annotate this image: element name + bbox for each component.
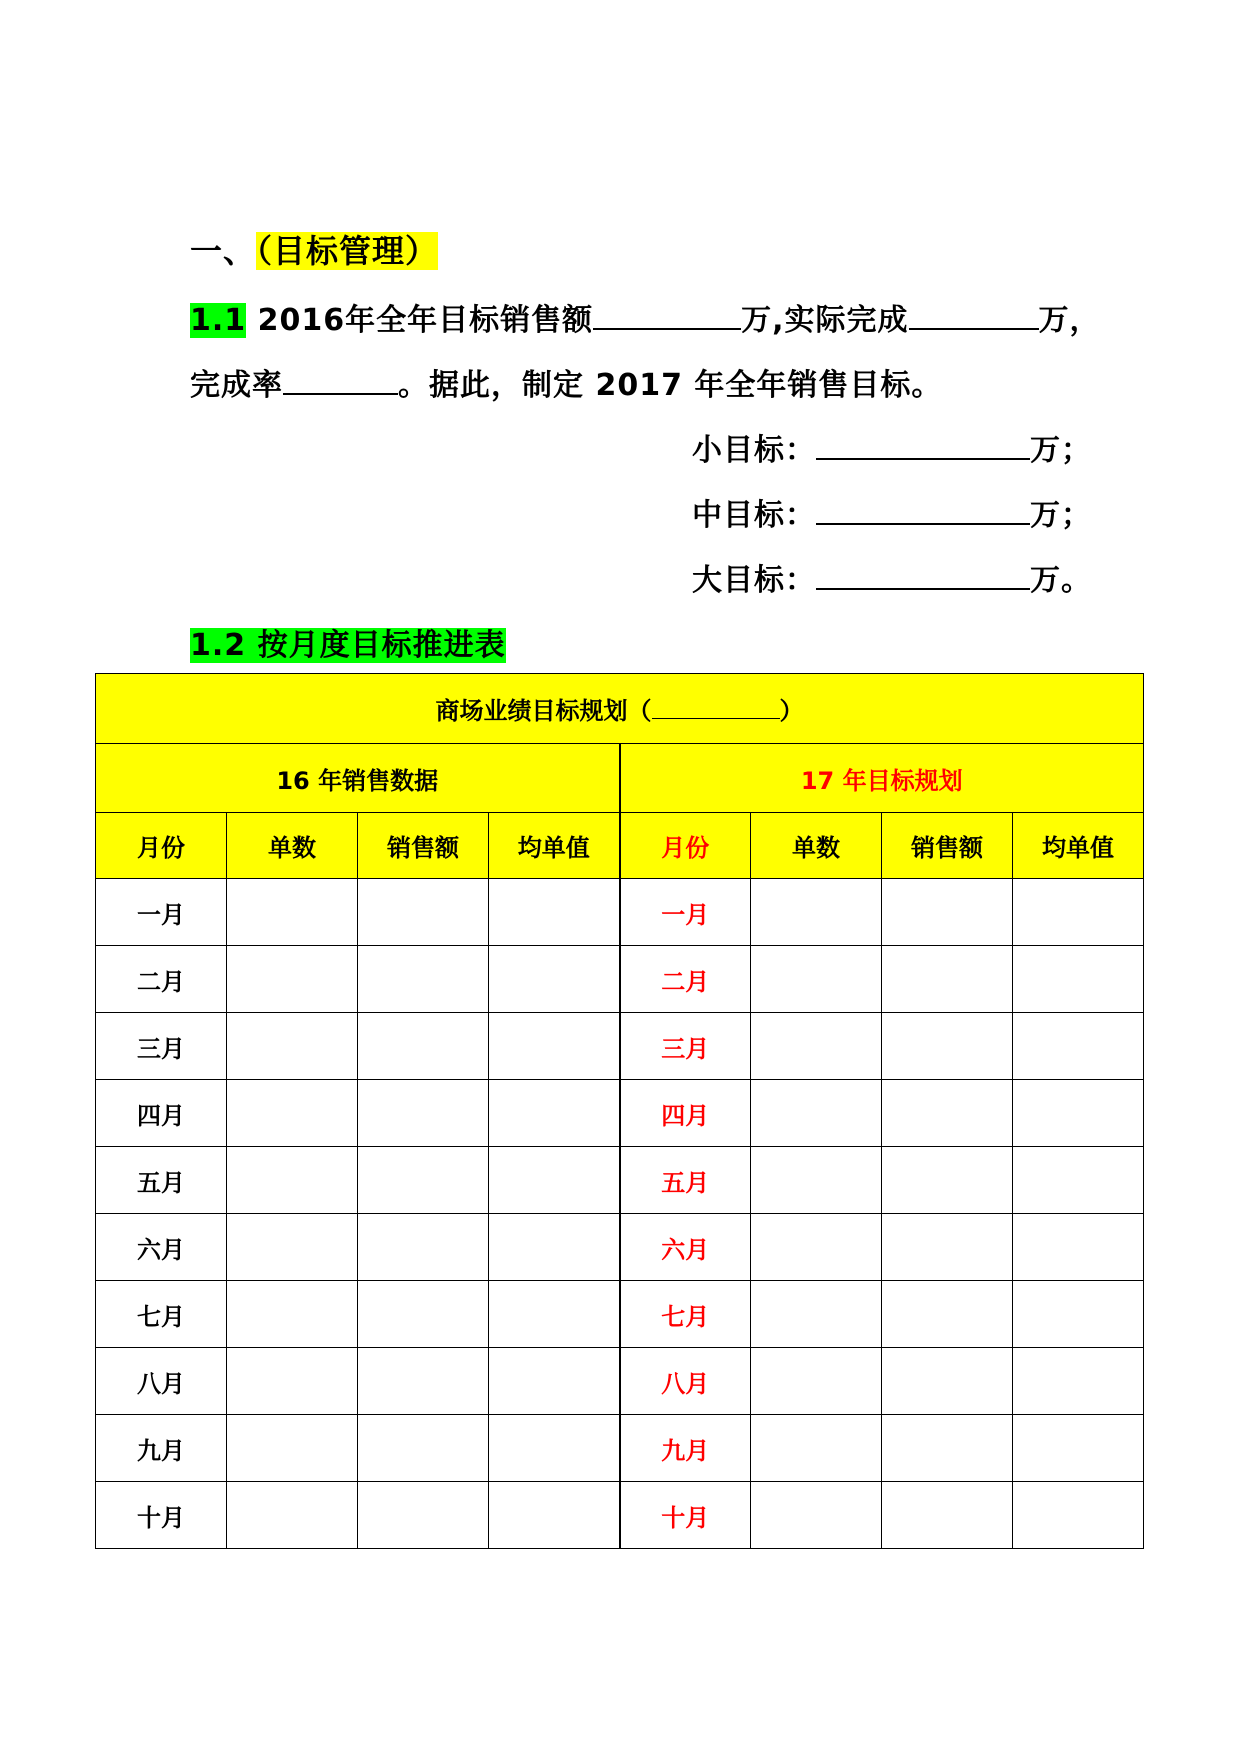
table-cell[interactable] <box>489 1348 620 1415</box>
table-cell[interactable] <box>227 1147 358 1214</box>
month-cell: 四月 <box>96 1080 227 1147</box>
table-cell[interactable] <box>227 1415 358 1482</box>
month-cell-2017: 六月 <box>620 1214 751 1281</box>
table-cell[interactable] <box>751 946 882 1013</box>
table-cell[interactable] <box>751 1281 882 1348</box>
table-cell[interactable] <box>489 1080 620 1147</box>
store-name-blank[interactable] <box>652 694 780 719</box>
table-cell[interactable] <box>882 1080 1013 1147</box>
table-cell[interactable] <box>358 1281 489 1348</box>
table-cell[interactable] <box>489 1147 620 1214</box>
table-row <box>96 1281 1144 1348</box>
goal-small-blank[interactable] <box>816 432 1030 460</box>
month-cell-2017: 二月 <box>620 946 751 1013</box>
column-header-avg: 均单值 <box>489 813 620 879</box>
goal-large <box>692 555 1092 599</box>
table-cell[interactable] <box>358 1482 489 1549</box>
table-cell[interactable] <box>489 1013 620 1080</box>
month-cell: 二月 <box>96 946 227 1013</box>
column-header-avg: 均单值 <box>1013 813 1144 879</box>
table-cell[interactable] <box>358 1214 489 1281</box>
table-cell[interactable] <box>227 1080 358 1147</box>
table-cell[interactable] <box>882 1147 1013 1214</box>
month-cell: 六月 <box>96 1214 227 1281</box>
month-cell-2017: 八月 <box>620 1348 751 1415</box>
table-row <box>96 1482 1144 1549</box>
goal-medium <box>692 490 1092 534</box>
section-1-2-label: 1.2 按月度目标推进表 <box>190 628 506 663</box>
month-cell-2017: 四月 <box>620 1080 751 1147</box>
actual-complete-text: 万,实际完成 <box>741 303 909 338</box>
column-header-month: 月份 <box>96 813 227 879</box>
table-cell[interactable] <box>751 1080 882 1147</box>
table-cell[interactable] <box>751 1415 882 1482</box>
month-cell-2017: 一月 <box>620 879 751 946</box>
table-cell[interactable] <box>489 1214 620 1281</box>
goal-large-blank[interactable] <box>816 562 1030 590</box>
table-cell[interactable] <box>1013 1147 1144 1214</box>
table-cell[interactable] <box>489 1415 620 1482</box>
table-cell[interactable] <box>1013 1281 1144 1348</box>
table-cell[interactable] <box>751 1013 882 1080</box>
table-cell[interactable] <box>227 1214 358 1281</box>
month-cell: 三月 <box>96 1013 227 1080</box>
table-cell[interactable] <box>882 1415 1013 1482</box>
target-sales-blank[interactable] <box>593 302 741 330</box>
table-row <box>96 946 1144 1013</box>
table-row <box>96 1214 1144 1281</box>
table-row <box>96 879 1144 946</box>
table-row <box>96 1080 1144 1147</box>
goal-label: 中目标： <box>692 498 816 533</box>
completion-rate-label: 完成率 <box>190 368 283 403</box>
table-cell[interactable] <box>882 946 1013 1013</box>
sales-summary-line-1 <box>190 295 1101 339</box>
month-cell: 一月 <box>96 879 227 946</box>
table-row <box>96 1415 1144 1482</box>
table-row <box>96 1348 1144 1415</box>
month-cell: 五月 <box>96 1147 227 1214</box>
unit-text: 万， <box>1038 303 1101 338</box>
section-1-2-title <box>190 620 506 664</box>
goal-label: 大目标： <box>692 563 816 598</box>
goal-label: 小目标： <box>692 433 816 468</box>
group-header-2016: 16 年销售数据 <box>96 744 620 813</box>
table-row <box>96 1147 1144 1214</box>
table-cell[interactable] <box>227 879 358 946</box>
table-cell[interactable] <box>489 1281 620 1348</box>
table-cell[interactable] <box>489 946 620 1013</box>
column-header-sales: 销售额 <box>882 813 1013 879</box>
table-cell[interactable] <box>227 946 358 1013</box>
heading-prefix: 一、 <box>190 232 257 270</box>
table-cell[interactable] <box>882 1214 1013 1281</box>
column-header-orders: 单数 <box>751 813 882 879</box>
heading-label: （目标管理） <box>256 232 439 270</box>
monthly-target-table <box>95 673 1144 1549</box>
table-title-text: 商场业绩目标规划（ <box>435 697 652 725</box>
column-header-orders: 单数 <box>227 813 358 879</box>
table-cell[interactable] <box>1013 1348 1144 1415</box>
section-number-1-1: 1.1 <box>190 303 247 338</box>
month-cell: 七月 <box>96 1281 227 1348</box>
table-cell[interactable] <box>358 1080 489 1147</box>
actual-complete-blank[interactable] <box>909 302 1039 330</box>
table-cell[interactable] <box>1013 1013 1144 1080</box>
table-cell[interactable] <box>751 1348 882 1415</box>
table-cell[interactable] <box>1013 1080 1144 1147</box>
month-cell: 九月 <box>96 1415 227 1482</box>
table-cell[interactable] <box>489 1482 620 1549</box>
table-cell[interactable] <box>882 1281 1013 1348</box>
table-cell[interactable] <box>1013 879 1144 946</box>
table-cell[interactable] <box>751 1147 882 1214</box>
table-cell[interactable] <box>358 1013 489 1080</box>
table-cell[interactable] <box>358 879 489 946</box>
table-cell[interactable] <box>358 1415 489 1482</box>
section-heading <box>190 226 438 272</box>
table-cell[interactable] <box>751 1214 882 1281</box>
goal-suffix: 万； <box>1030 433 1092 468</box>
table-cell[interactable] <box>1013 1482 1144 1549</box>
month-cell-2017: 九月 <box>620 1415 751 1482</box>
month-cell-2017: 十月 <box>620 1482 751 1549</box>
table-cell[interactable] <box>227 1013 358 1080</box>
table-cell[interactable] <box>1013 946 1144 1013</box>
table-cell[interactable] <box>227 1482 358 1549</box>
sales-summary-line-2 <box>190 360 942 404</box>
goal-medium-blank[interactable] <box>816 497 1030 525</box>
table-row <box>96 1013 1144 1080</box>
month-cell-2017: 七月 <box>620 1281 751 1348</box>
group-header-2017: 17 年目标规划 <box>620 744 1144 813</box>
table-cell[interactable] <box>882 1482 1013 1549</box>
goal-small <box>692 425 1092 469</box>
table-title-close: ） <box>779 697 804 725</box>
table-cell[interactable] <box>227 1281 358 1348</box>
table-cell[interactable] <box>358 1348 489 1415</box>
table-title <box>96 674 1144 744</box>
month-cell: 八月 <box>96 1348 227 1415</box>
table-cell[interactable] <box>882 879 1013 946</box>
table-cell[interactable] <box>489 879 620 946</box>
goal-suffix: 万； <box>1030 498 1092 533</box>
table-cell[interactable] <box>358 1147 489 1214</box>
month-cell-2017: 三月 <box>620 1013 751 1080</box>
table-cell[interactable] <box>1013 1214 1144 1281</box>
table-cell[interactable] <box>751 1482 882 1549</box>
table-cell[interactable] <box>227 1348 358 1415</box>
month-cell: 十月 <box>96 1482 227 1549</box>
table-cell[interactable] <box>882 1013 1013 1080</box>
plan-statement: 。据此，制定 2017 年全年销售目标。 <box>398 368 943 403</box>
month-cell-2017: 五月 <box>620 1147 751 1214</box>
table-cell[interactable] <box>358 946 489 1013</box>
table-cell[interactable] <box>882 1348 1013 1415</box>
target-sales-text: 2016年全年目标销售额 <box>246 303 594 338</box>
table-cell[interactable] <box>751 879 882 946</box>
column-header-sales: 销售额 <box>358 813 489 879</box>
goal-suffix: 万。 <box>1030 563 1092 598</box>
completion-rate-blank[interactable] <box>283 367 398 395</box>
column-header-month: 月份 <box>620 813 751 879</box>
table-cell[interactable] <box>1013 1415 1144 1482</box>
